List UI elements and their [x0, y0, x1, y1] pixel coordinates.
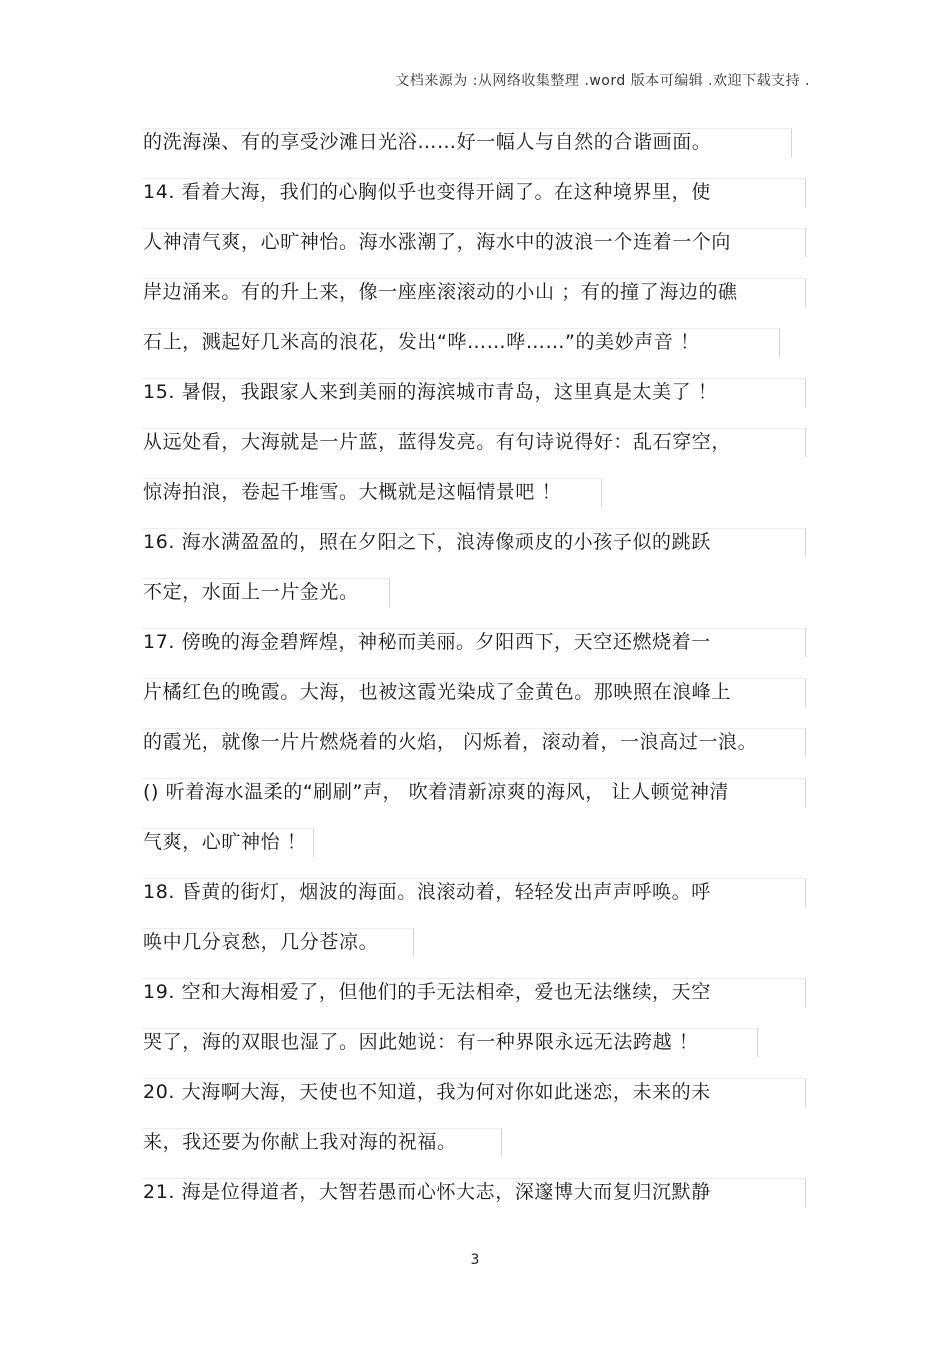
text-line: 19. 空和大海相爱了，但他们的手无法相牵，爱也无法继续，天空 [143, 981, 711, 1003]
text-line: 17. 傍晚的海金碧辉煌，神秘而美丽。夕阳西下，天空还燃烧着一 [143, 631, 711, 653]
text-line: 唤中几分哀愁，几分苍凉。 [143, 931, 379, 953]
text-line: 片橘红色的晚霞。大海，也被这霞光染成了金黄色。那映照在浪峰上 [143, 681, 732, 703]
text-line: 气爽，心旷神怡 ！ [143, 831, 307, 853]
text-line: 惊涛拍浪，卷起千堆雪。大概就是这幅情景吧 ！ [143, 481, 562, 503]
text-line: 人神清气爽，心旷神怡。海水涨潮了，海水中的波浪一个连着一个向 [143, 231, 732, 253]
text-line: 20. 大海啊大海，天使也不知道，我为何对你如此迷恋，未来的未 [143, 1081, 711, 1103]
text-line: 的霞光，就像一片片燃烧着的火焰， 闪烁着，滚动着，一浪高过一浪。 [143, 731, 758, 753]
text-line: 石上，溅起好几米高的浪花，发出“哗……哗……”的美妙声音 ！ [143, 331, 700, 353]
text-line: 不定，水面上一片金光。 [143, 581, 359, 603]
source-header: 文档来源为 :从网络收集整理 .word 版本可编辑 .欢迎下载支持 . [395, 73, 810, 89]
text-line: 哭了，海的双眼也湿了。因此她说：有一种界限永远无法跨越 ！ [143, 1031, 699, 1053]
text-line: 15. 暑假，我跟家人来到美丽的海滨城市青岛，这里真是太美了 ！ [143, 381, 718, 403]
text-line: 14. 看着大海，我们的心胸似乎也变得开阔了。在这种境界里，使 [143, 181, 711, 203]
text-line: 21. 海是位得道者，大智若愚而心怀大志，深邃博大而复归沉默静 [143, 1181, 711, 1203]
text-line: 的洗海澡、有的享受沙滩日光浴……好一幅人与自然的合谐画面。 [143, 131, 712, 153]
text-line: 18. 昏黄的街灯，烟波的海面。浪滚动着，轻轻发出声声呼唤。呼 [143, 881, 711, 903]
text-line: 16. 海水满盈盈的，照在夕阳之下，浪涛像顽皮的小孩子似的跳跃 [143, 531, 711, 553]
text-line: () 听着海水温柔的“刷刷”声， 吹着清新凉爽的海风， 让人顿觉神清 [143, 781, 730, 803]
text-line: 岸边涌来。有的升上来，像一座座滚滚动的小山 ；有的撞了海边的礁 [143, 281, 738, 303]
text-line: 从远处看，大海就是一片蓝，蓝得发亮。有句诗说得好：乱石穿空， [143, 431, 732, 453]
page-number: 3 [470, 1252, 480, 1268]
text-line: 来，我还要为你献上我对海的祝福。 [143, 1131, 457, 1153]
